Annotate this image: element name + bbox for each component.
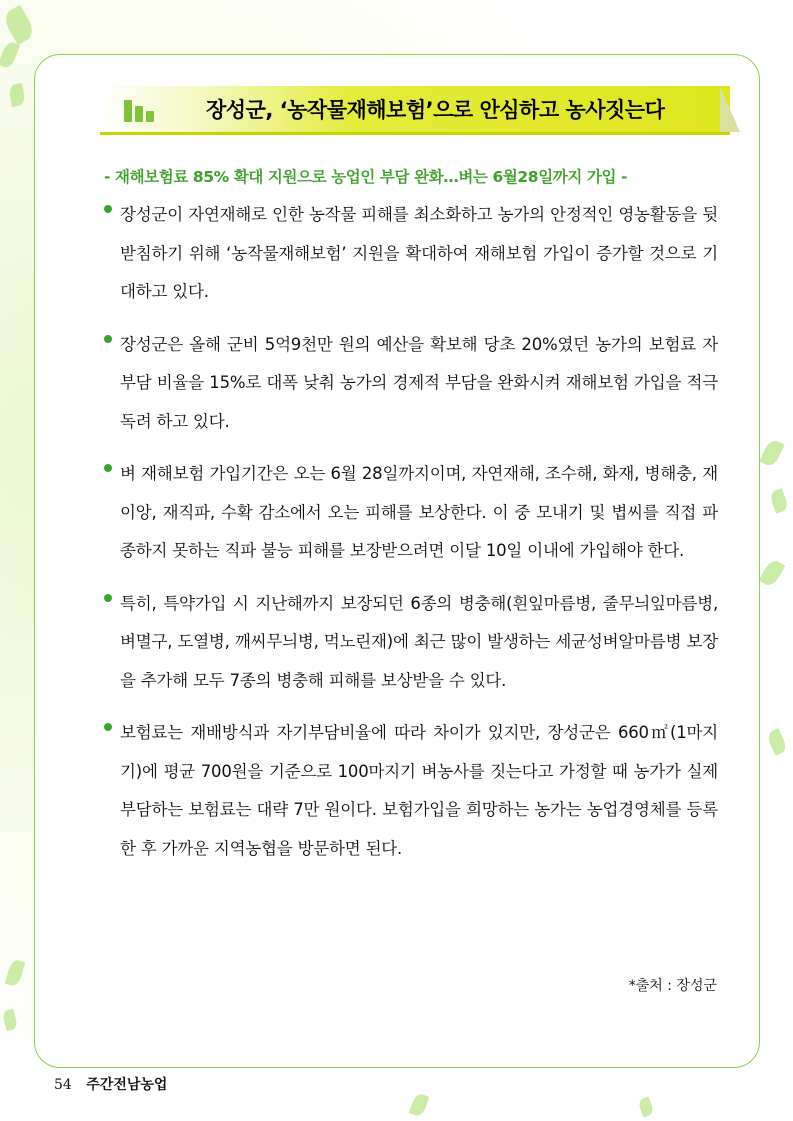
article-body — [104, 196, 718, 882]
bullet-icon — [104, 723, 112, 731]
leaf-decoration — [8, 83, 26, 107]
leaf-decoration — [769, 488, 790, 513]
bar-chart-icon — [124, 96, 158, 122]
list-item — [104, 196, 718, 312]
leaf-decoration — [766, 728, 789, 756]
item-text: 벼 재해보험 가입기간은 오는 6월 28일까지이며, 자연재해, 조수해, 화재, 병해충, 재이앙, 재직파, 수확 감소에서 오는 피해를 보상한다. 이 중 모내기 및 볍씨를 직접 파종하지 못하는 직파 불능 피해를 보장받으려면 이달 10일 이내에 가입해야 한다. — [120, 464, 718, 560]
list-item — [104, 455, 718, 571]
leaf-decoration — [5, 959, 25, 988]
bullet-icon — [104, 594, 112, 602]
page-footer — [54, 1074, 167, 1094]
bar-chart-icon-bar — [146, 111, 154, 122]
bullet-icon — [104, 464, 112, 472]
title-banner — [100, 86, 740, 134]
item-text: 특히, 특약가입 시 지난해까지 보장되던 6종의 병충해(흰잎마름병, 줄무늬잎마름병, 벼멸구, 도열병, 깨씨무늬병, 먹노린재)에 최근 많이 발생하는 세균성벼알마름병 보장을 추가해 모두 7종의 병충해 피해를 보상받을 수 있다. — [120, 593, 718, 690]
source-credit: *출처 : 장성군 — [628, 978, 717, 994]
leaf-decoration — [0, 40, 20, 69]
leaf-decoration — [759, 438, 784, 468]
leaf-decoration — [2, 1009, 19, 1031]
item-text: 보험료는 재배방식과 자기부담비율에 따라 차이가 있지만, 장성군은 660㎡(1마지기)에 평균 700원을 기준으로 100마지기 벼농사를 짓는다고 가정할 때 농가가 실제 부담하는 보험료는 대략 7만 원이다. 보험가입을 희망하는 농가는 농업경영체를 등록한 후 가까운 지역농협을 방문하면 된다. — [120, 723, 718, 858]
list-item — [104, 714, 718, 868]
banner-fold — [720, 86, 740, 132]
list-item — [104, 585, 718, 701]
subtitle: - 재해보험료 85% 확대 지원으로 농업인 부담 완화…벼는 6월28일까지 가입 - — [104, 168, 628, 186]
item-text: 장성군은 올해 군비 5억9천만 원의 예산을 확보해 당초 20%였던 농가의 보험료 자부담 비율을 15%로 대폭 낮춰 농가의 경제적 부담을 완화시켜 재해보험 가입을 적극 독려 하고 있다. — [120, 334, 718, 431]
page-title: 장성군, ‘농작물재해보험’으로 안심하고 농사짓는다 — [206, 98, 665, 122]
page-number: 54 — [54, 1077, 72, 1093]
bullet-icon — [104, 335, 112, 343]
leaf-decoration — [637, 1096, 654, 1117]
leaf-decoration — [1, 5, 37, 45]
item-text: 장성군이 자연재해로 인한 농작물 피해를 최소화하고 농가의 안정적인 영농활동을 뒷받침하기 위해 ‘농작물재해보험’ 지원을 확대하여 재해보험 가입이 증가할 것으로 기대하고 있다. — [120, 205, 718, 301]
bar-chart-icon-bar — [135, 106, 143, 122]
bar-chart-icon-bar — [124, 100, 132, 122]
leaf-decoration — [759, 558, 786, 589]
bullet-icon — [104, 205, 112, 213]
list-item — [104, 326, 718, 442]
magazine-name: 주간전남농업 — [86, 1077, 168, 1093]
leaf-decoration — [409, 1092, 430, 1117]
